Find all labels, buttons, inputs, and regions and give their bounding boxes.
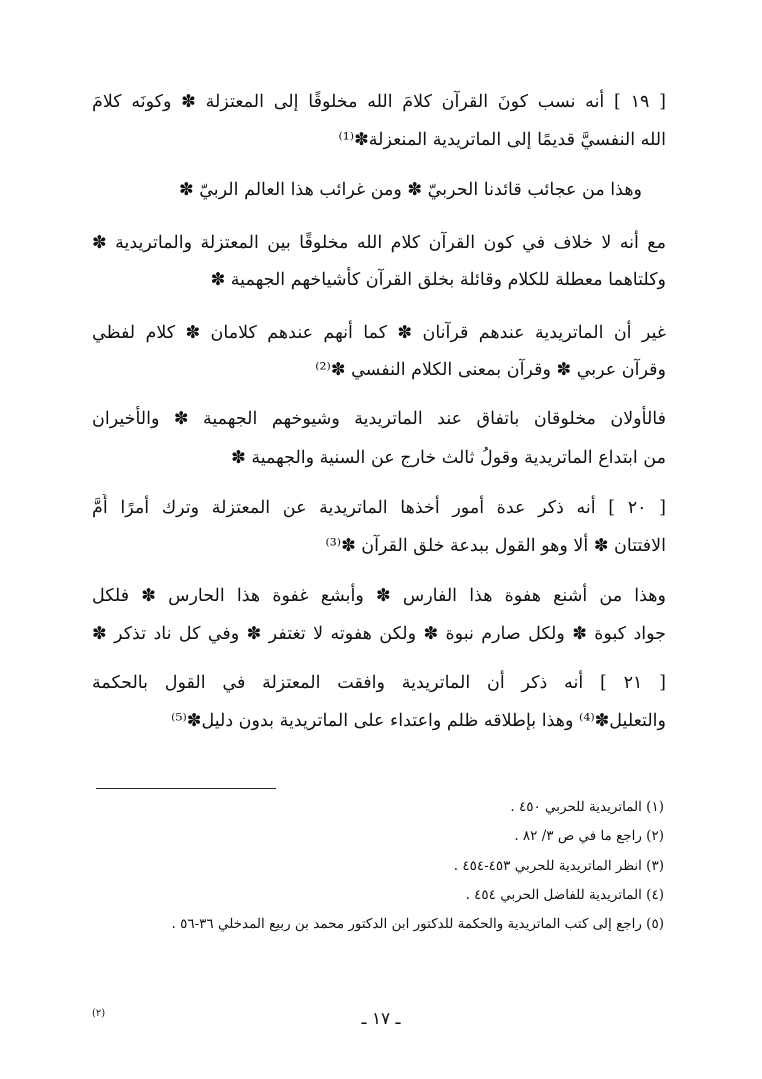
paragraph-20-line-1: [ ٢٠ ] أنه ذكر عدة أمور أخذها الماتريدية عن المعتزلة وترك أمرًا أُمَّ (92, 498, 666, 518)
page-number: ـ ١٧ ـ (361, 1009, 401, 1029)
footnote-2: (٢) راجع ما في ص ٣/ ٨٢ . (514, 828, 664, 844)
paragraph-comment-2-line-2: جواد كبوة ✽ ولكل صارم نبوة ✽ ولكن هفوته لا تغتفر ✽ وفي كل ناد تذكر ✽ (92, 624, 666, 644)
paragraph-21-line-2: والتعليل✽⁽⁴⁾ وهذا بإطلاقه ظلم واعتداء على الماتريدية بدون دليل✽⁽⁵⁾ (171, 711, 666, 731)
footnote-4: (٤) الماتريدية للفاضل الحربي ٤٥٤ . (465, 887, 664, 903)
paragraph-contrast-line-1: مع أنه لا خلاف في كون القرآن كلام الله مخلوقًا بين المعتزلة والماتريدية ✽ (92, 233, 666, 253)
paragraph-two-qurans-line-2: وقرآن عربي ✽ وقرآن بمعنى الكلام النفسي ✽⁽²⁾ (315, 360, 666, 380)
paragraph-21-line-1: [ ٢١ ] أنه ذكر أن الماتريدية وافقت المعتزلة في القول بالحكمة (92, 673, 666, 693)
footnote-5: (٥) راجع إلى كتب الماتريدية والحكمة للدكتور ابن الدكتور محمد بن ربيع المدخلي ٣٦-٥٦ . (171, 916, 664, 932)
paragraph-19-line-1: [ ١٩ ] أنه نسب كونَ القرآن كلامَ الله مخلوقًا إلى المعتزلة ✽ وكونَه كلامَ (92, 92, 666, 112)
paragraph-first-two-line-2: من ابتداع الماتريدية وقولُ ثالث خارج عن السنية والجهمية ✽ (231, 448, 666, 468)
footnote-3: (٣) انظر الماتريدية للحربي ٤٥٣-٤٥٤ . (453, 858, 664, 874)
paragraph-two-qurans-line-1: غير أن الماتريدية عندهم قرآنان ✽ كما أنهم عندهم كلامان ✽ كلام لفظي (92, 323, 666, 343)
footnote-1: (١) الماتريدية للحربي ٤٥٠ . (510, 799, 664, 815)
paragraph-20-line-2: الافتتان ✽ ألا وهو القول ببدعة خلق القرآن ✽⁽³⁾ (325, 536, 666, 556)
paragraph-19-line-2: الله النفسيَّ قديمًا إلى الماتريدية المنعزلة✽⁽¹⁾ (338, 130, 666, 150)
paragraph-first-two-line-1: فالأولان مخلوقان باتفاق عند الماتريدية وشيوخهم الجهمية ✽ والأخيران (92, 409, 666, 429)
corner-mark: (٢) (92, 1008, 106, 1019)
paragraph-comment-1: وهذا من عجائب قائدنا الحربيّ ✽ ومن غرائب هذا العالم الربيّ ✽ (178, 180, 642, 200)
paragraph-comment-2-line-1: وهذا من أشنع هفوة هذا الفارس ✽ وأبشع غفوة هذا الحارس ✽ فلكل (92, 586, 666, 606)
footnote-separator (96, 788, 276, 789)
paragraph-contrast-line-2: وكلتاهما معطلة للكلام وقائلة بخلق القرآن كأشياخهم الجهمية ✽ (210, 270, 666, 290)
